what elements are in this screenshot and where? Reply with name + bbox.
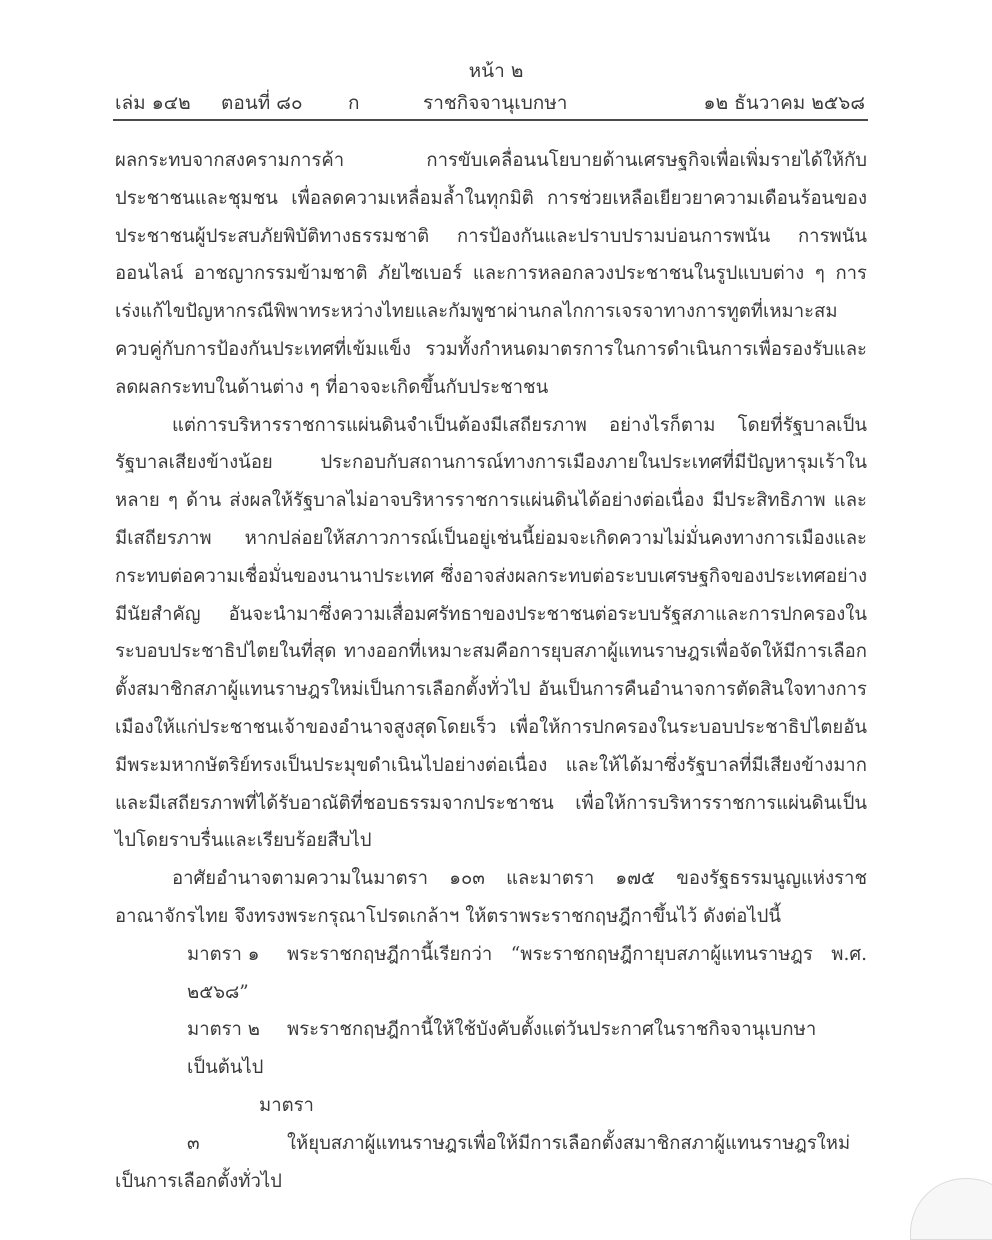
volume-number: เล่ม ๑๔๒	[115, 92, 191, 114]
section-3	[115, 1087, 867, 1200]
section-text: ให้ยุบสภาผู้แทนราษฎรเพื่อให้มีการเลือกตั้งสมาชิกสภาผู้แทนราษฎรใหม่ เป็นการเลือกตั้งทั่วไป	[115, 1132, 851, 1192]
section-1	[115, 936, 867, 1012]
section-text: พระราชกฤษฎีกานี้เรียกว่า “พระราชกฤษฎีกายุบสภาผู้แทนราษฎร พ.ศ. ๒๕๖๘”	[187, 943, 867, 1003]
part-letter: ก	[348, 92, 360, 114]
gazette-header	[115, 90, 865, 118]
section-label: มาตรา ๓	[187, 1094, 314, 1154]
paragraph-authority: อาศัยอำนาจตามความในมาตรา ๑๐๓ และมาตรา ๑๗๕ ของรัฐธรรมนูญแห่งราชอาณาจักรไทย จึงทรงพระกรุณาโปรดเกล้าฯ ให้ตราพระราชกฤษฎีกาขึ้นไว้ ดังต่อไปนี้	[115, 868, 867, 927]
section-2	[115, 1011, 867, 1087]
gazette-title: ราชกิจจานุเบกษา	[423, 92, 568, 114]
section-label: มาตรา ๒	[187, 1019, 260, 1041]
section-label: มาตรา ๑	[187, 943, 260, 965]
page-number: หน้า ๒	[468, 60, 524, 82]
section-text: พระราชกฤษฎีกานี้ให้ใช้บังคับตั้งแต่วันประกาศในราชกิจจานุเบกษาเป็นต้นไป	[187, 1019, 817, 1079]
section-number: ตอนที่ ๘๐	[221, 92, 303, 114]
page-curl	[910, 1178, 992, 1240]
paragraph-stability: แต่การบริหารราชการแผ่นดินจำเป็นต้องมีเสถียรภาพ อย่างไรก็ตาม โดยที่รัฐบาลเป็นรัฐบาลเสียงข้างน้อย ประกอบกับสถานการณ์ทางการเมืองภายในประเทศที่มีปัญหารุมเร้าในหลาย ๆ ด้าน ส่งผลให้รัฐบาลไม่อาจบริหารราชการแผ่นดินได้อย่างต่อเนื่อง มีประสิทธิภาพ และมีเสถียรภาพ หากปล่อยให้สภาวการณ์เป็นอยู่เช่นนี้ย่อมจะเกิดความไม่มั่นคงทางการเมืองและกระทบต่อความเชื่อมั่นของนานาประเทศ ซึ่งอาจส่งผลกระทบต่อระบบเศรษฐกิจของประเทศอย่างมีนัยสำคัญ อันจะนำมาซึ่งความเสื่อมศรัทธาของประชาชนต่อระบบรัฐสภาและการปกครองในระบอบประชาธิปไตยในที่สุด ทางออกที่เหมาะสมคือการยุบสภาผู้แทนราษฎรเพื่อจัดให้มีการเลือกตั้งสมาชิกสภาผู้แทนราษฎรใหม่เป็นการเลือกตั้งทั่วไป อันเป็นการคืนอำนาจการตัดสินใจทางการเมืองให้แก่ประชาชนเจ้าของอำนาจสูงสุดโดยเร็ว เพื่อให้การปกครองในระบอบประชาธิปไตยอันมีพระมหากษัตริย์ทรงเป็นประมุขดำเนินไปอย่างต่อเนื่อง และให้ได้มาซึ่งรัฐบาลที่มีเสียงข้างมากและมีเสถียรภาพที่ได้รับอาณัติที่ชอบธรรมจากประชาชน เพื่อให้การบริหารราชการแผ่นดินเป็นไปโดยราบรื่นและเรียบร้อยสืบไป	[115, 414, 867, 852]
document-body	[115, 142, 867, 1200]
paragraph-impact: ผลกระทบจากสงครามการค้า การขับเคลื่อนนโยบายด้านเศรษฐกิจเพื่อเพิ่มรายได้ให้กับประชาชนและชุมชน เพื่อลดความเหลื่อมล้ำในทุกมิติ การช่วยเหลือเยียวยาความเดือนร้อนของประชาชนผู้ประสบภัยพิบัติทางธรรมชาติ การป้องกันและปราบปรามบ่อนการพนัน การพนันออนไลน์ อาชญากรรมข้ามชาติ ภัยไซเบอร์ และการหลอกลวงประชาชนในรูปแบบต่าง ๆ การเร่งแก้ไขปัญหากรณีพิพาทระหว่างไทยและกัมพูชาผ่านกลไกการเจรจาทางการทูตที่เหมาะสมควบคู่กับการป้องกันประเทศที่เข้มแข็ง รวมทั้งกำหนดมาตรการในการดำเนินการเพื่อรองรับและลดผลกระทบในด้านต่าง ๆ ที่อาจจะเกิดขึ้นกับประชาชน	[115, 150, 867, 398]
header-divider	[113, 119, 868, 121]
publication-date: ๑๒ ธันวาคม ๒๕๖๘	[703, 92, 865, 114]
